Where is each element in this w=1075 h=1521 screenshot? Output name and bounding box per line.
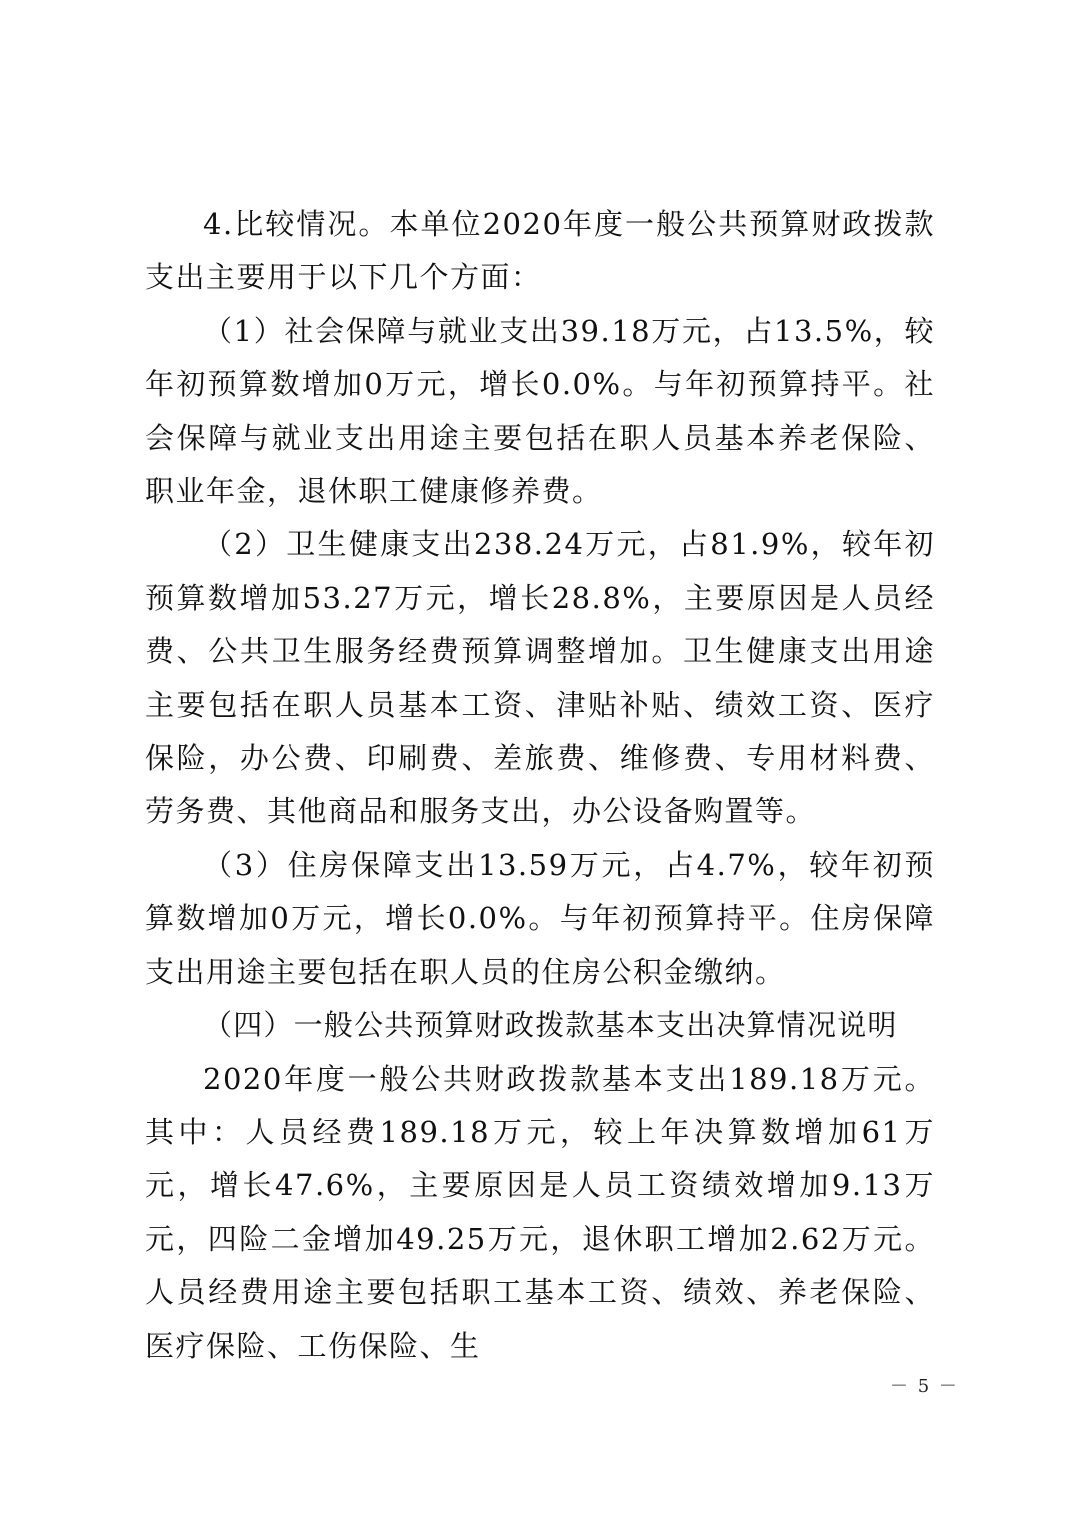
section-heading-basic-expenditure: （四）一般公共预算财政拨款基本支出决算情况说明 bbox=[203, 1008, 898, 1043]
paragraph-basic-expenditure: 2020年度一般公共财政拨款基本支出189.18万元。其中：人员经费189.18万元，较上年决算数增加61万元，增长47.6%，主要原因是人员工资绩效增加9.13万元，四险二金增加49.25万元，退休职工增加2.62万元。人员经费用途主要包括职工基本工资、绩效、养老保险、医疗保险、工伤保险、生 bbox=[145, 1061, 935, 1363]
page-number: － 5 － bbox=[890, 1376, 959, 1397]
document-body bbox=[145, 198, 935, 1373]
paragraph-housing: （3）住房保障支出13.59万元，占4.7%，较年初预算数增加0万元，增长0.0%。与年初预算持平。住房保障支出用途主要包括在职人员的住房公积金缴纳。 bbox=[145, 847, 935, 989]
paragraph-comparison-intro: 4.比较情况。本单位2020年度一般公共预算财政拨款支出主要用于以下几个方面： bbox=[145, 207, 935, 295]
paragraph-health: （2）卫生健康支出238.24万元，占81.9%，较年初预算数增加53.27万元，增长28.8%，主要原因是人员经费、公共卫生服务经费预算调整增加。卫生健康支出用途主要包括在职人员基本工资、津贴补贴、绩效工资、医疗保险，办公费、印刷费、差旅费、维修费、专用材料费、劳务费、其他商品和服务支出，办公设备购置等。 bbox=[145, 527, 935, 829]
paragraph-social-security: （1）社会保障与就业支出39.18万元，占13.5%，较年初预算数增加0万元，增长0.0%。与年初预算持平。社会保障与就业支出用途主要包括在职人员基本养老保险、职业年金，退休职工健康修养费。 bbox=[145, 313, 935, 509]
